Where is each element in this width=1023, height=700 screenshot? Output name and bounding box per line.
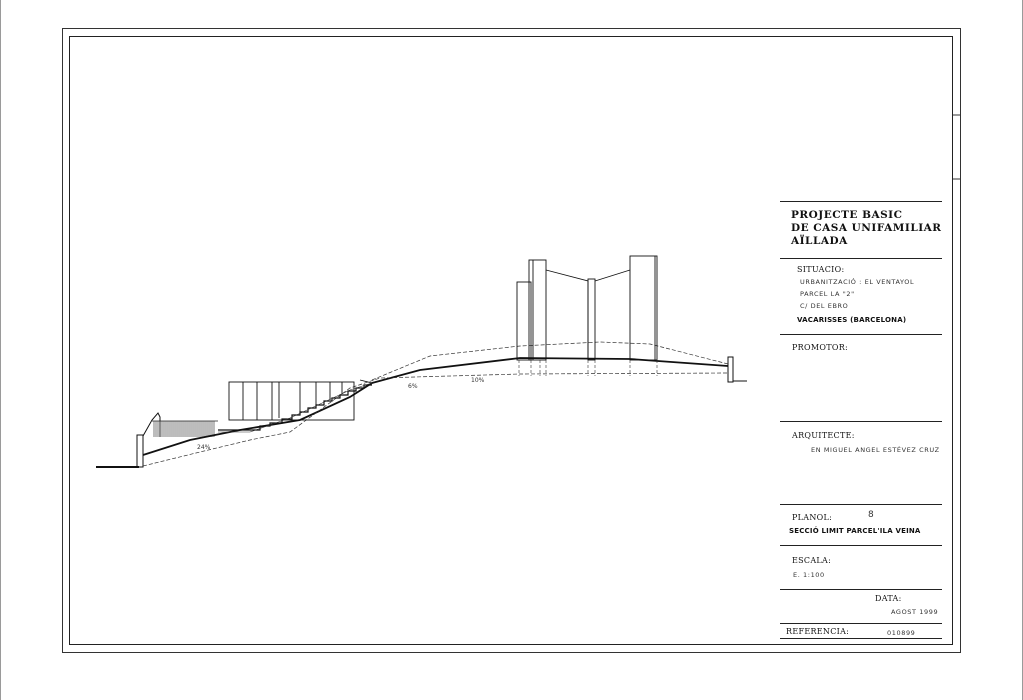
project-title-line-3: AÏLLADA bbox=[791, 235, 848, 247]
lower-steps-hatch bbox=[152, 421, 218, 437]
planol-number: 8 bbox=[868, 510, 874, 520]
promotor-label: PROMOTOR: bbox=[792, 343, 849, 352]
terrain-profile bbox=[143, 358, 728, 455]
referencia-label: REFERENCIA: bbox=[786, 627, 850, 636]
original-terrain-lower bbox=[143, 373, 728, 466]
project-title-line-1: PROJECTE BASIC bbox=[791, 209, 903, 221]
title-rule-3 bbox=[780, 421, 942, 422]
title-rule-1 bbox=[780, 258, 942, 259]
situacio-city: VACARISSES (BARCELONA) bbox=[797, 316, 907, 324]
title-rule-6 bbox=[780, 589, 942, 590]
original-terrain-upper bbox=[372, 342, 728, 380]
escala-label: ESCALA: bbox=[792, 556, 832, 565]
situacio-label: SITUACIO: bbox=[797, 265, 845, 274]
situacio-line-1: URBANITZACIÓ : EL VENTAYOL bbox=[800, 278, 915, 286]
slope-label-right: 10% bbox=[471, 377, 485, 384]
title-rule-bottom bbox=[780, 638, 942, 639]
right-boundary-wall bbox=[728, 357, 747, 382]
slope-label-left: 24% bbox=[197, 444, 211, 451]
staircase bbox=[218, 385, 372, 430]
arquitecte-label: ARQUITECTE: bbox=[792, 431, 855, 440]
title-rule-4 bbox=[780, 504, 942, 505]
left-retaining-wall bbox=[96, 413, 160, 467]
situacio-line-3: C/ DEL EBRO bbox=[800, 302, 849, 310]
referencia-value: 010899 bbox=[887, 629, 916, 637]
title-rule-5 bbox=[780, 545, 942, 546]
project-title-line-2: DE CASA UNIFAMILIAR bbox=[791, 222, 942, 234]
title-block-top-rule bbox=[780, 201, 942, 202]
situacio-line-2: PARCEL LA "2" bbox=[800, 290, 855, 298]
title-rule-2 bbox=[780, 334, 942, 335]
title-rule-7 bbox=[780, 623, 942, 624]
arquitecte-name: EN MIGUEL ANGEL ESTÉVEZ CRUZ bbox=[811, 446, 940, 454]
staircase-underside bbox=[218, 383, 372, 432]
planol-label: PLANOL: bbox=[792, 513, 833, 522]
house-section bbox=[517, 256, 657, 360]
data-value: AGOST 1999 bbox=[891, 608, 939, 616]
slope-label-middle: 6% bbox=[408, 383, 418, 390]
planol-description: SECCIÓ LIMIT PARCEL'ILA VEINA bbox=[789, 527, 921, 535]
data-label: DATA: bbox=[875, 594, 902, 603]
escala-value: E. 1:100 bbox=[793, 571, 825, 579]
